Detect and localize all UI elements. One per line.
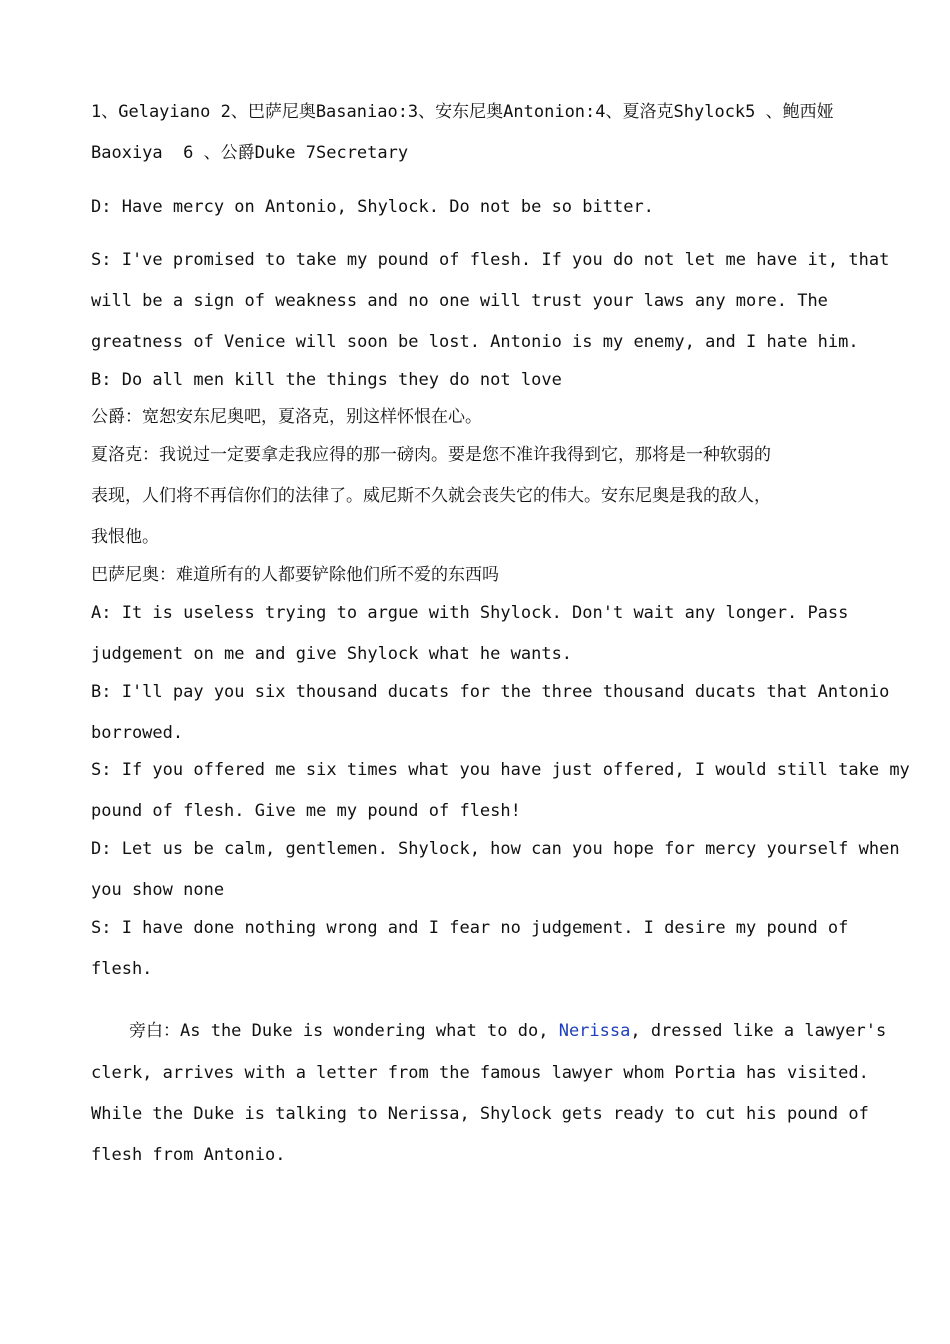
narration-line-1 — [129, 1020, 886, 1042]
shylock-line-3a: S: I have done nothing wrong and I fear no judgement. I desire my pound of — [91, 918, 849, 938]
narration-text-post: , dressed like a lawyer's — [630, 1021, 887, 1041]
nerissa-link[interactable]: Nerissa — [558, 1021, 631, 1041]
duke-line-2b: you show none — [91, 880, 225, 900]
chinese-duke-line: 公爵：宽恕安东尼奥吧，夏洛克，别这样怀恨在心。 — [91, 407, 482, 427]
narration-line-2: clerk, arrives with a letter from the famous lawyer whom Portia has visited. — [91, 1063, 869, 1083]
chinese-shylock-line-c: 我恨他。 — [91, 527, 159, 547]
duke-line-1: D: Have mercy on Antonio, Shylock. Do not be so bitter. — [91, 197, 654, 217]
shylock-line-1b: will be a sign of weakness and no one will trust your laws any more. The — [91, 291, 828, 311]
chinese-shylock-line-a: 夏洛克：我说过一定要拿走我应得的那一磅肉。要是您不准许我得到它，那将是一种软弱的 — [91, 445, 771, 465]
chinese-shylock-line-b: 表现，人们将不再信你们的法律了。威尼斯不久就会丧失它的伟大。安东尼奥是我的敌人， — [91, 486, 771, 506]
antonio-line-b: judgement on me and give Shylock what he wants. — [91, 644, 573, 664]
bassanio-line-1: B: Do all men kill the things they do not love — [91, 370, 562, 390]
duke-line-2a: D: Let us be calm, gentlemen. Shylock, how can you hope for mercy yourself when — [91, 839, 900, 859]
bassanio-line-2a: B: I'll pay you six thousand ducats for the three thousand ducats that Antonio — [91, 682, 890, 702]
chinese-bassanio-line: 巴萨尼奥：难道所有的人都要铲除他们所不爱的东西吗 — [91, 565, 499, 585]
cast-list-line-1: 1、Gelayiano 2、巴萨尼奥Basaniao:3、安东尼奥Antonion:4、夏洛克Shylock5 、鲍西娅 — [91, 102, 834, 122]
cast-list-line-2: Baoxiya 6 、公爵Duke 7Secretary — [91, 143, 409, 163]
shylock-line-3b: flesh. — [91, 959, 153, 979]
narration-line-4: flesh from Antonio. — [91, 1145, 286, 1165]
shylock-line-2b: pound of flesh. Give me my pound of flesh! — [91, 801, 521, 821]
narration-line-3: While the Duke is talking to Nerissa, Shylock gets ready to cut his pound of — [91, 1104, 869, 1124]
narration-text-pre: 旁白：As the Duke is wondering what to do, — [129, 1021, 559, 1041]
shylock-line-1a: S: I've promised to take my pound of flesh. If you do not let me have it, that — [91, 250, 890, 270]
shylock-line-2a: S: If you offered me six times what you have just offered, I would still take my — [91, 760, 910, 780]
antonio-line-a: A: It is useless trying to argue with Shylock. Don't wait any longer. Pass — [91, 603, 849, 623]
bassanio-line-2b: borrowed. — [91, 723, 184, 743]
shylock-line-1c: greatness of Venice will soon be lost. Antonio is my enemy, and I hate him. — [91, 332, 859, 352]
